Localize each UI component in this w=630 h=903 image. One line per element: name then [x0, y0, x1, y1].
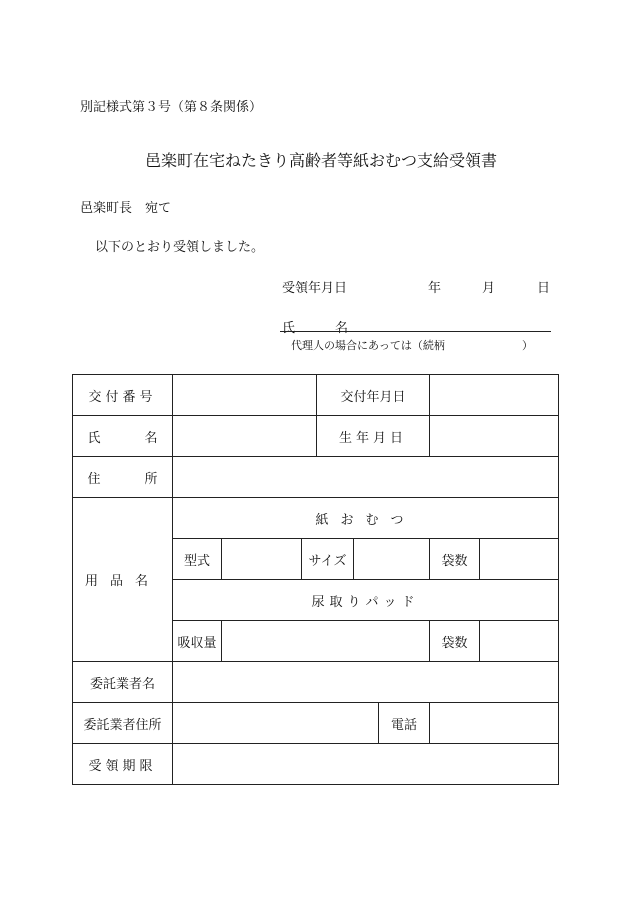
table-row [73, 498, 559, 539]
birth-date-cell[interactable] [430, 416, 559, 457]
phone-label: 電話 [379, 703, 430, 744]
address-label [73, 457, 173, 498]
name-label-a: 氏 [87, 430, 101, 446]
issue-date-cell[interactable] [430, 375, 559, 416]
proxy-note-close: ） [522, 339, 533, 352]
absorption-label: 吸収量 [173, 621, 222, 662]
issue-date-label: 交付年月日 [317, 375, 430, 416]
bags-cell-2[interactable] [480, 621, 559, 662]
receipt-date-year: 年 [428, 281, 442, 296]
contractor-address-cell[interactable] [173, 703, 379, 744]
bags-label-2: 袋数 [430, 621, 480, 662]
name-label-b: 名 [335, 321, 349, 336]
receipt-date-month: 月 [482, 281, 496, 296]
bags-label-1: 袋数 [430, 539, 480, 580]
absorption-cell[interactable] [222, 621, 430, 662]
table-row [73, 375, 559, 416]
items-label: 用品名 [73, 498, 173, 662]
pads-header: 尿取りパッド [173, 580, 559, 621]
address-cell[interactable] [173, 457, 559, 498]
proxy-note: 代理人の場合にあっては（続柄 [291, 339, 445, 352]
contractor-address-label: 委託業者住所 [73, 703, 173, 744]
bags-cell-1[interactable] [480, 539, 559, 580]
form-number: 別記様式第３号（第８条関係） [80, 100, 263, 115]
receipt-table [72, 374, 559, 785]
name-cell[interactable] [173, 416, 317, 457]
receipt-period-cell[interactable] [173, 744, 559, 785]
table-row [73, 457, 559, 498]
model-cell[interactable] [222, 539, 302, 580]
table-row [73, 416, 559, 457]
intro-text: 以下のとおり受領しました。 [95, 240, 265, 255]
phone-cell[interactable] [430, 703, 559, 744]
addressee: 邑楽町長 宛て [80, 201, 172, 216]
name-label-a: 氏 [282, 321, 296, 336]
receipt-date-label: 受領年月日 [282, 281, 348, 296]
table-row [73, 662, 559, 703]
address-label-b: 所 [144, 471, 158, 487]
address-label-a: 住 [87, 471, 101, 487]
model-label: 型式 [173, 539, 222, 580]
name-label-b: 名 [144, 430, 158, 446]
receipt-period-label: 受領期限 [73, 744, 173, 785]
issue-number-cell[interactable] [173, 375, 317, 416]
page-title: 邑楽町在宅ねたきり高齢者等紙おむつ支給受領書 [145, 151, 498, 170]
receipt-date-day: 日 [537, 281, 551, 296]
contractor-name-cell[interactable] [173, 662, 559, 703]
diapers-header: 紙おむつ [173, 498, 559, 539]
table-row [73, 744, 559, 785]
table-row [73, 703, 559, 744]
size-label: サイズ [302, 539, 354, 580]
signature-underline [280, 331, 551, 332]
birth-date-label: 生年月日 [317, 416, 430, 457]
name-label [73, 416, 173, 457]
size-cell[interactable] [354, 539, 430, 580]
issue-number-label: 交付番号 [73, 375, 173, 416]
contractor-name-label: 委託業者名 [73, 662, 173, 703]
